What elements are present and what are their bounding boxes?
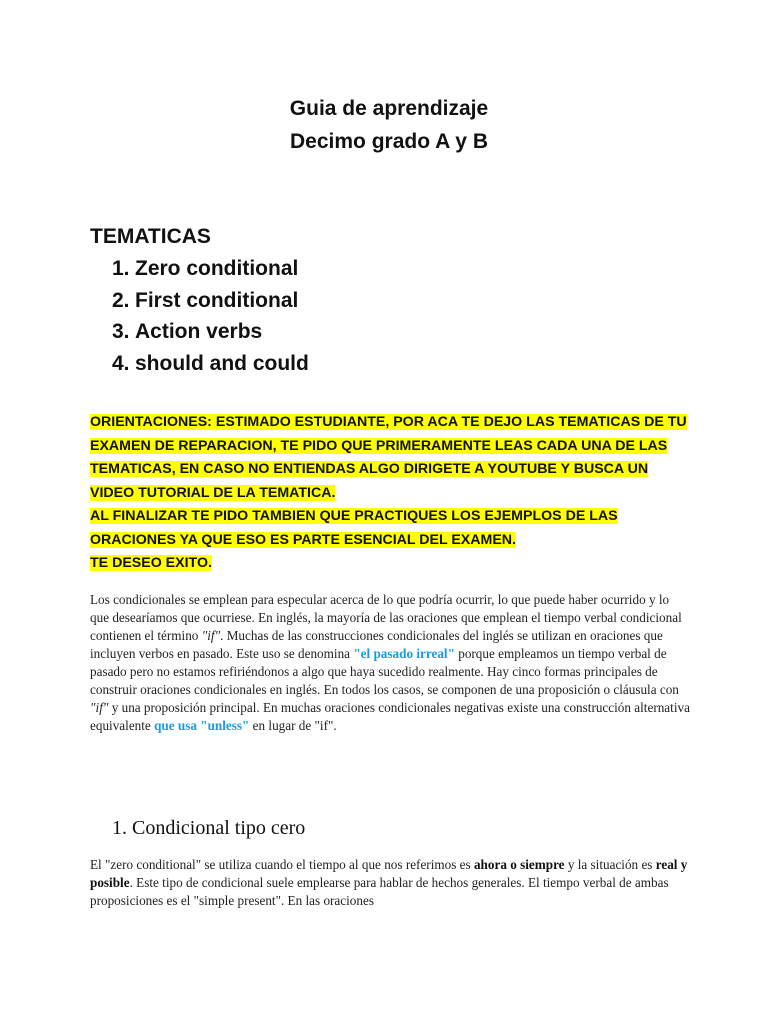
intro-text-5: en lugar de "if". xyxy=(249,718,337,733)
intro-text-4: y una proposición principal. En muchas oraciones condicionales negativas existe una construcción alternativa equivalente xyxy=(90,700,690,733)
emphasis-text: ahora o siempre xyxy=(473,857,565,872)
intro-text-2: . Muchas de las construcciones condicionales del inglés se utilizan en oraciones que incluyen verbos en pasado. Este uso se denomina xyxy=(90,628,663,661)
topics-heading: TEMATICAS xyxy=(90,225,211,248)
if-term: "if" xyxy=(201,628,221,643)
list-item xyxy=(112,316,309,348)
list-item-number: 4. xyxy=(112,351,130,375)
list-item-label: First conditional xyxy=(135,288,299,312)
intro-paragraph xyxy=(90,591,690,735)
intro-text-3: porque empleamos un tiempo verbal de pasado pero no estamos refiriéndonos a algo que haya sucedido realmente. Hay cinco formas principales de construir oraciones condicionales en inglés. En todos los casos, se componen de una proposición o cláusula con xyxy=(90,646,679,697)
orientations-paragraph-3: TE DESEO EXITO. xyxy=(90,555,212,571)
list-item-label: should and could xyxy=(135,351,309,375)
orientations-block xyxy=(90,411,690,576)
unless-link[interactable]: que usa "unless" xyxy=(154,718,250,733)
topics-list xyxy=(112,253,309,379)
list-item-number: 2. xyxy=(112,288,130,312)
emphasis-text: real y posible xyxy=(90,857,688,890)
orientations-paragraph-2: AL FINALIZAR TE PIDO TAMBIEN QUE PRACTIQUES LOS EJEMPLOS DE LAS ORACIONES YA QUE ESO ES PARTE ESENCIAL DEL EXAMEN. xyxy=(90,508,618,548)
list-item-number: 1. xyxy=(112,257,130,280)
if-term: "if" xyxy=(90,700,109,715)
section-text-2: y la situación es xyxy=(564,857,656,872)
title-line-1: Guia de aprendizaje xyxy=(289,97,489,120)
list-item-number: 3. xyxy=(112,320,130,343)
orientations-paragraph-1: ORIENTACIONES: ESTIMADO ESTUDIANTE, POR ACA TE DEJO LAS TEMATICAS DE TU EXAMEN DE REPARACION, TE PIDO QUE PRIMERAMENTE LEAS CADA UNA DE LAS TEMATICAS, EN CASO NO ENTIENDAS ALGO DIRIGETE A YOUTUBE Y BUSCA UN VIDEO TUTORIAL DE LA TEMATICA. xyxy=(90,414,687,501)
list-item-label: Action verbs xyxy=(135,320,263,343)
pasado-irreal-link[interactable]: "el pasado irreal" xyxy=(353,646,455,661)
section-heading: 1. Condicional tipo cero xyxy=(112,817,306,839)
list-item xyxy=(112,285,309,317)
document-title xyxy=(0,92,768,158)
title-line-2: Decimo grado A y B xyxy=(290,130,488,153)
section-text-1: El "zero conditional" se utiliza cuando el tiempo al que nos referimos es xyxy=(90,857,474,872)
intro-text-1: Los condicionales se emplean para especular acerca de lo que podría ocurrir, lo que puede haber ocurrido y lo que desearíamos que ocurriese. En inglés, la mayoría de las oraciones que emplean el tiempo verbal condicional contienen el término xyxy=(90,592,682,643)
list-item xyxy=(112,348,309,380)
section-paragraph xyxy=(90,856,690,910)
section-text-3: . Este tipo de condicional suele emplearse para hablar de hechos generales. El tiempo verbal de ambas proposiciones es el "simple present". En las oraciones xyxy=(90,875,669,908)
list-item-label: Zero conditional xyxy=(135,257,299,280)
list-item xyxy=(112,253,309,285)
